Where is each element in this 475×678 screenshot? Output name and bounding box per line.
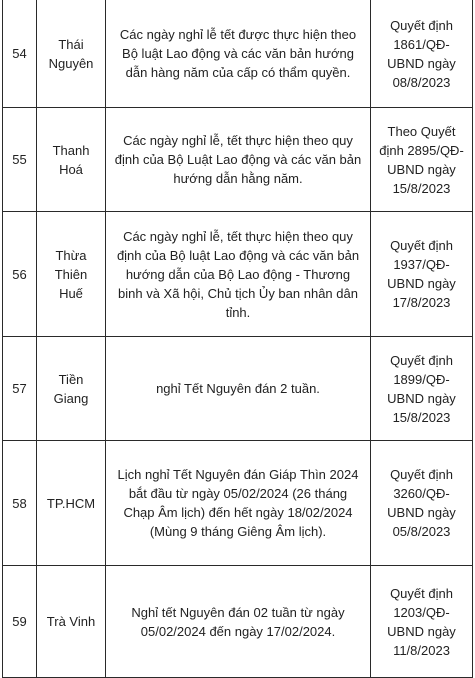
decision-reference: Quyết định 1203/QĐ-UBND ngày 11/8/2023 [371, 566, 473, 678]
province-name: TP.HCM [37, 441, 106, 566]
row-number: 59 [3, 566, 37, 678]
holiday-content: Các ngày nghỉ lễ, tết thực hiện theo quy định của Bộ Luật Lao động và các văn bản hướng dẫn hằng năm. [106, 108, 371, 212]
province-name: Thanh Hoá [37, 108, 106, 212]
row-number: 54 [3, 0, 37, 108]
holiday-content: Nghỉ tết Nguyên đán 02 tuần từ ngày 05/02/2024 đến ngày 17/02/2024. [106, 566, 371, 678]
table-row [3, 108, 473, 212]
holiday-content: Các ngày nghỉ lễ tết được thực hiện theo Bộ luật Lao động và các văn bản hướng dẫn hàng năm của cấp có thẩm quyền. [106, 0, 371, 108]
decision-reference: Quyết định 1899/QĐ-UBND ngày 15/8/2023 [371, 337, 473, 441]
province-name: Thừa Thiên Huế [37, 212, 106, 337]
row-number: 58 [3, 441, 37, 566]
table-row [3, 212, 473, 337]
row-number: 56 [3, 212, 37, 337]
province-name: Thái Nguyên [37, 0, 106, 108]
row-number: 55 [3, 108, 37, 212]
decision-reference: Theo Quyết định 2895/QĐ-UBND ngày 15/8/2023 [371, 108, 473, 212]
province-name: Trà Vinh [37, 566, 106, 678]
table-row [3, 0, 473, 108]
decision-reference: Quyết định 1861/QĐ-UBND ngày 08/8/2023 [371, 0, 473, 108]
schedule-table [2, 0, 473, 678]
province-name: Tiền Giang [37, 337, 106, 441]
decision-reference: Quyết định 1937/QĐ-UBND ngày 17/8/2023 [371, 212, 473, 337]
table-row [3, 566, 473, 678]
table-row [3, 441, 473, 566]
row-number: 57 [3, 337, 37, 441]
decision-reference: Quyết định 3260/QĐ-UBND ngày 05/8/2023 [371, 441, 473, 566]
holiday-content: Các ngày nghỉ lễ, tết thực hiện theo quy định của Bộ luật Lao động và các văn bản hướng dẫn của Bộ Lao động - Thương binh và Xã hội, Chủ tịch Ủy ban nhân dân tỉnh. [106, 212, 371, 337]
table-row [3, 337, 473, 441]
holiday-content: nghỉ Tết Nguyên đán 2 tuần. [106, 337, 371, 441]
holiday-content: Lịch nghỉ Tết Nguyên đán Giáp Thìn 2024 bắt đầu từ ngày 05/02/2024 (26 tháng Chạp Âm lịch) đến hết ngày 18/02/2024 (Mùng 9 tháng Giêng Âm lịch). [106, 441, 371, 566]
